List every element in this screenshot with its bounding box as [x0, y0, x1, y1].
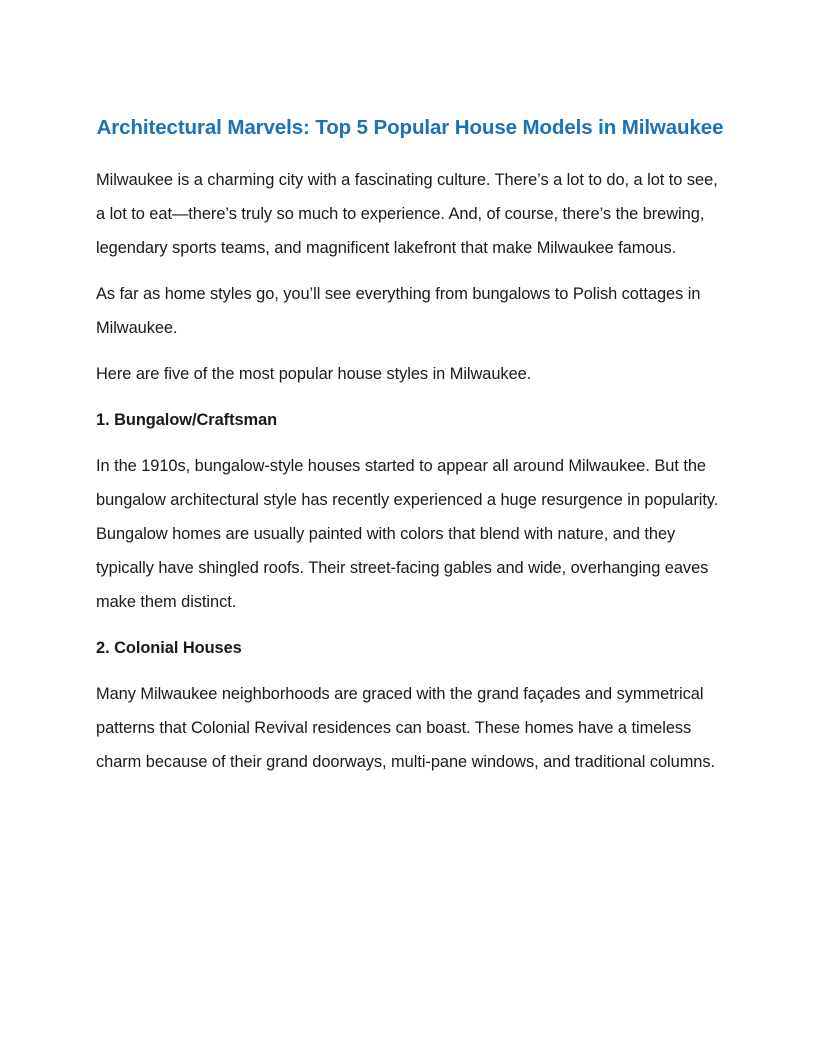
section-heading: 2. Colonial Houses: [96, 639, 242, 657]
section-bungalow: [96, 403, 724, 619]
document-page: [96, 105, 724, 779]
intro-paragraph: Milwaukee is a charming city with a fascinating culture. There’s a lot to do, a lot to see, a lot to eat—there’s truly so much to experience. And, of course, there’s the brewing, legendary sports teams, and magnificent lakefront that make Milwaukee famous.: [96, 171, 718, 257]
section-body: Many Milwaukee neighborhoods are graced with the grand façades and symmetrical patterns that Colonial Revival residences can boast. These homes have a timeless charm because of their grand doorways, multi-pane windows, and traditional columns.: [96, 685, 716, 771]
section-colonial: [96, 631, 724, 779]
home-styles-paragraph: As far as home styles go, you’ll see everything from bungalows to Polish cottages in Milwaukee.: [96, 285, 701, 337]
document-title: Architectural Marvels: Top 5 Popular House Models in Milwaukee: [96, 116, 724, 139]
section-body: In the 1910s, bungalow-style houses started to appear all around Milwaukee. But the bungalow architectural style has recently experienced a huge resurgence in popularity. Bungalow homes are usually painted with colors that blend with nature, and they typically have shingled roofs. Their street-facing gables and wide, overhanging eaves make them distinct.: [96, 457, 719, 611]
section-heading: 1. Bungalow/Craftsman: [96, 411, 278, 429]
lead-in-paragraph: Here are five of the most popular house styles in Milwaukee.: [96, 365, 532, 383]
